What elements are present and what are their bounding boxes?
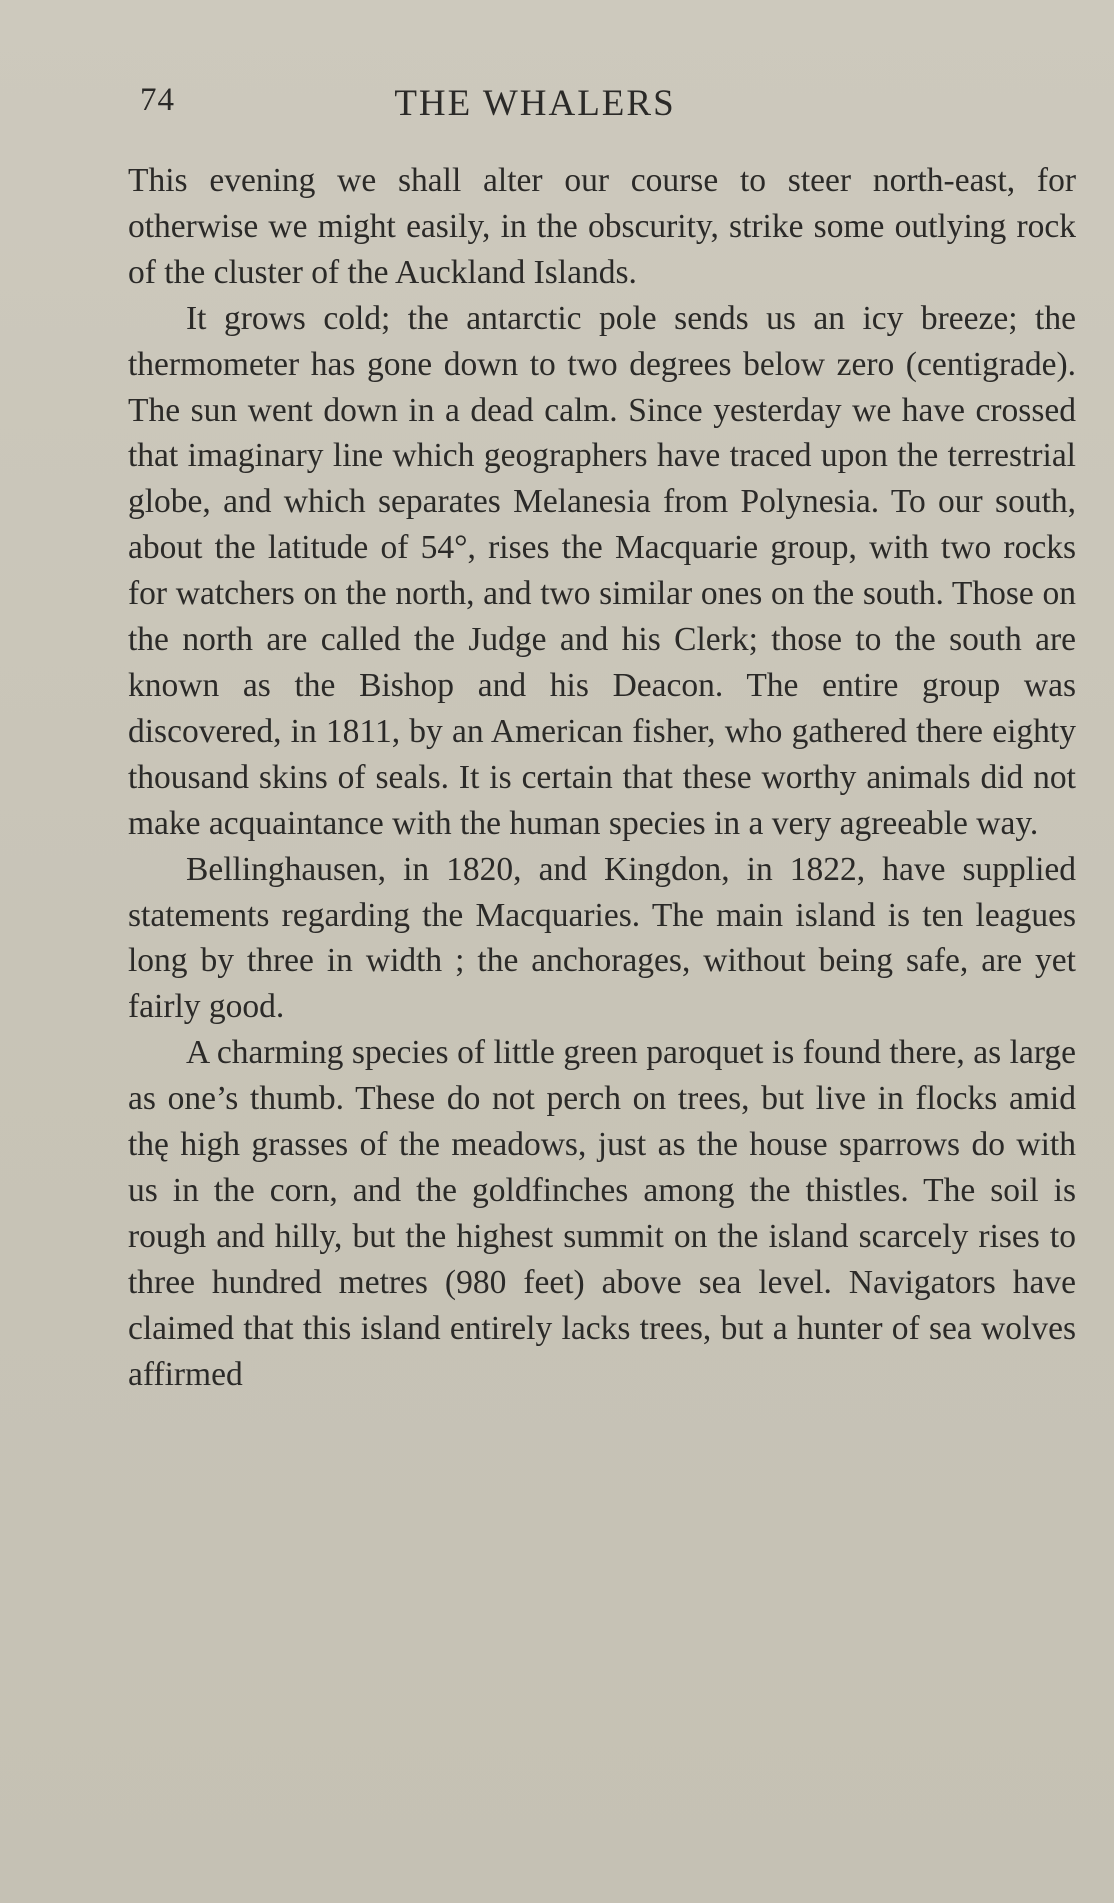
page-header — [140, 82, 1080, 132]
paragraph: This evening we shall alter our course to steer north-east, for otherwise we might easily, in the obscurity, strike some outlying rock of the cluster of the Auckland Islands. — [128, 162, 1076, 291]
body-text — [128, 158, 1076, 1397]
paragraph: A charming species of little green paroquet is found there, as large as one’s thumb. These do not perch on trees, but live in flocks amid thę high grasses of the meadows, just as the house sparrows do with us in the corn, and the goldfinches among the thistles. The soil is rough and hilly, but the highest summit on the island scarcely rises to three hundred metres (980 feet) above sea level. Navigators have claimed that this island entirely lacks trees, but a hunter of sea wolves affirmed — [128, 1034, 1076, 1393]
paragraph: Bellinghausen, in 1820, and Kingdon, in 1822, have supplied statements regarding the Macquaries. The main island is ten leagues long by three in width ; the anchorages, without being safe, are yet fairly good. — [128, 850, 1076, 1026]
paragraph: It grows cold; the antarctic pole sends us an icy breeze; the thermometer has gone down to two degrees below zero (centigrade). The sun went down in a dead calm. Since yesterday we have crossed that imaginary line which geographers have traced upon the terrestrial globe, and which separates Melanesia from Polynesia. To our south, about the latitude of 54°, rises the Macquarie group, with two rocks for watchers on the north, and two similar ones on the south. Those on the north are called the Judge and his Clerk; those to the south are known as the Bishop and his Deacon. The entire group was discovered, in 1811, by an American fisher, who gathered there eighty thousand skins of seals. It is certain that these worthy animals did not make acquaintance with the human species in a very agreeable way. — [128, 299, 1076, 842]
running-head: THE WHALERS — [394, 83, 676, 124]
page-number: 74 — [140, 82, 175, 118]
